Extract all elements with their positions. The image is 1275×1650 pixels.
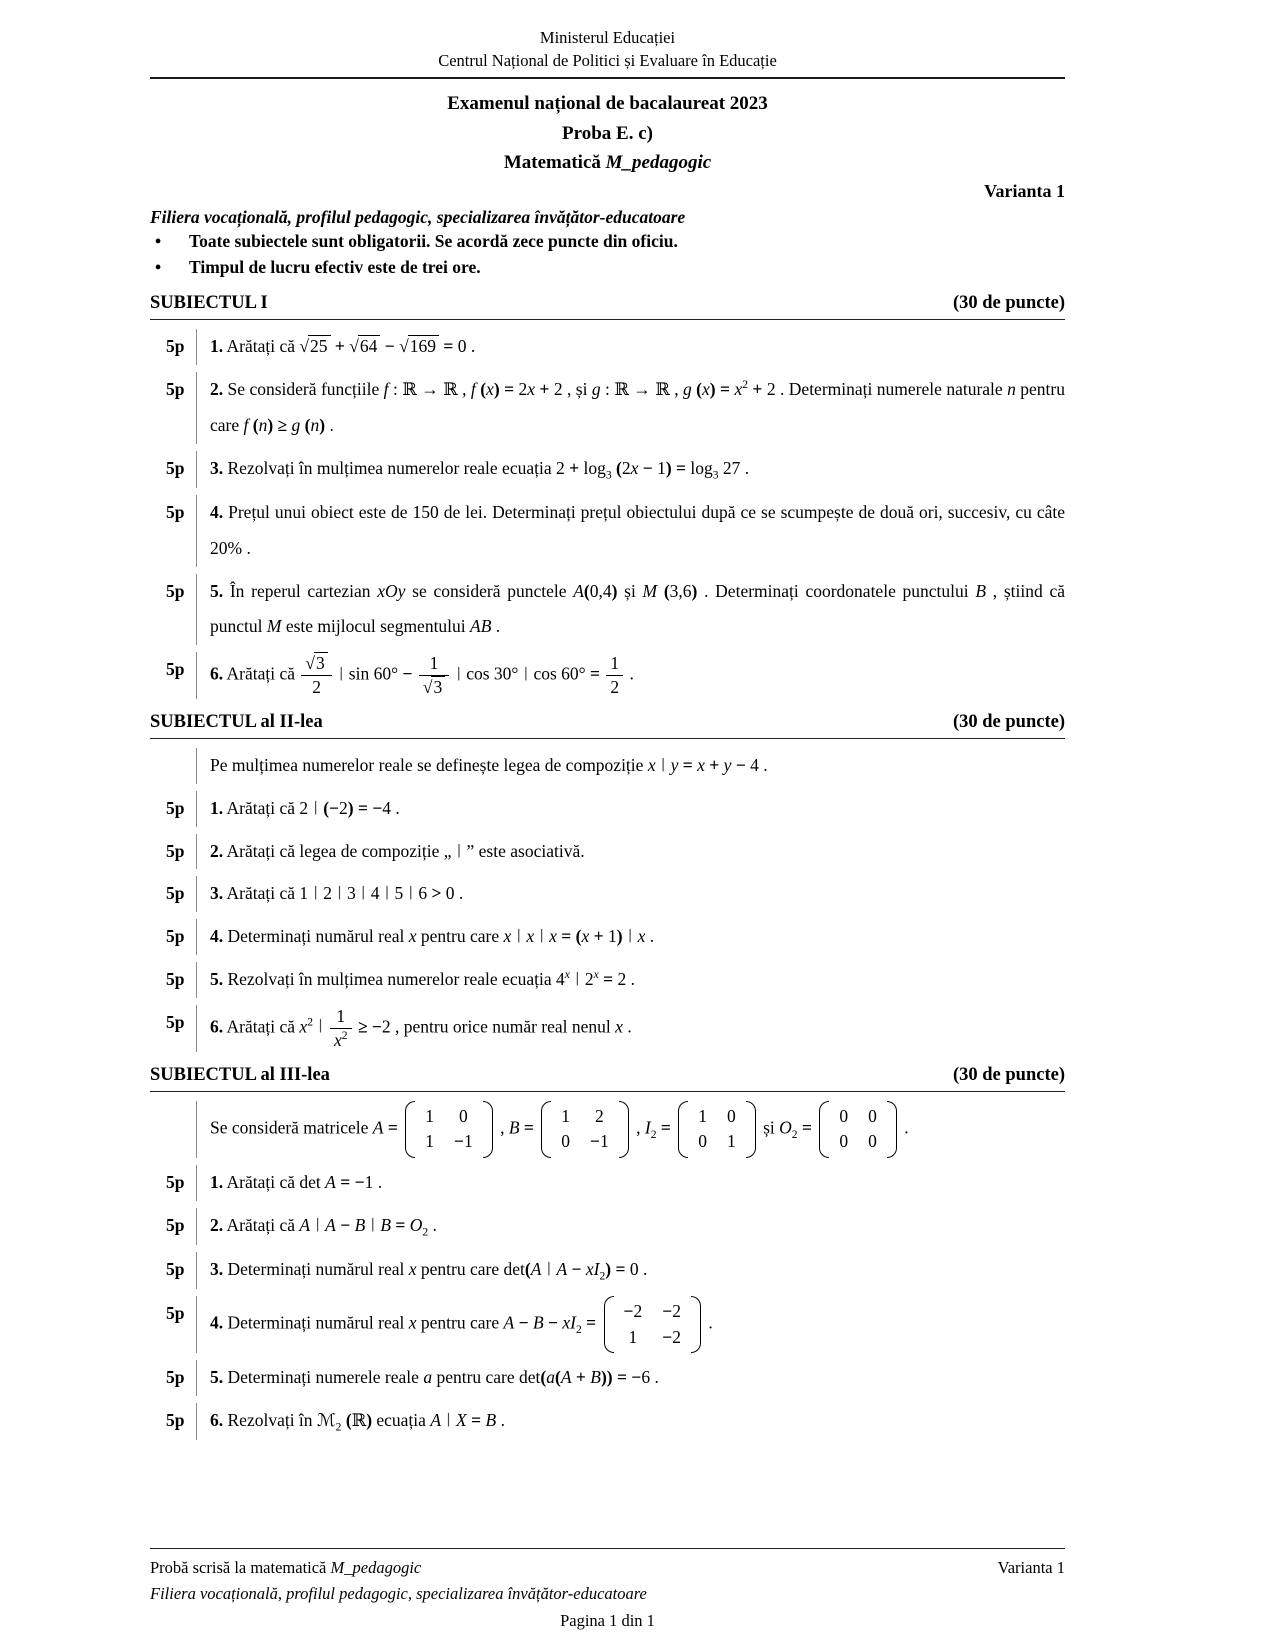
proba-title: Proba E. c) [562,122,653,144]
points-label: 5p [166,580,185,601]
points-label: 5p [166,1258,185,1279]
item-text: 2. Se consideră funcțiile f : ℝ → ℝ , f (x) = 2x + 2 , și g : ℝ → ℝ , g $(x) = x^2 + 2$ . Determinați numerele naturale n pentru care f (n) ≥ g (n) . [196,372,1065,444]
exam-item [150,962,1065,998]
exam-item [150,372,1065,444]
exam-item [150,1360,1065,1396]
instruction-bullet [150,228,1065,254]
section-heading [150,293,1065,320]
exam-item [150,919,1065,955]
section-points: (30 de puncte) [952,1064,1065,1085]
section-title: SUBIECTUL al III-lea [150,1064,330,1085]
points-label: 5p [166,883,185,904]
section-points: (30 de puncte) [952,293,1065,313]
composition-operator: ∣ [313,800,318,817]
exam-section [150,293,1065,699]
composition-operator: ∣ [539,929,544,946]
composition-operator: ∣ [337,886,342,903]
section-title: SUBIECTUL I [150,293,268,313]
item-text: 3. Arătați că 1 ∣ 2 ∣ 3 ∣ 4 ∣ 5 ∣ 6 > 0 . [196,876,1065,912]
filiera-line: Filiera vocațională, profilul pedagogic, specializarea învățător-educatoare [150,206,686,227]
fraction: $\frac{1}{2}$ [606,652,623,699]
footer-variant: Varianta 1 [997,1557,1065,1577]
subject-title [150,148,1065,177]
exam-item [150,876,1065,912]
composition-operator: ∣ [660,757,666,774]
section-title: SUBIECTUL al II-lea [150,711,323,732]
footer-left-normal: Probă scrisă la matematică [150,1557,331,1577]
item-text: 2. Arătați că A ∣ A − B ∣ $B = O_2$ . [196,1208,1065,1245]
matrix-paren-right [619,1101,629,1158]
subject-title-normal: Matematică [503,152,606,174]
title-block [150,89,1065,177]
item-text: 1. Arătați că det A = −1 . [196,1165,1065,1201]
composition-operator: ∣ [456,843,462,860]
exam-item [150,834,1065,870]
item-text: 5. În reperul cartezian xOy se consideră punctele A(0,4) și M (3,6) . Determinați coordonatele punctului B , știind că punctul M este mijlocul segmentului AB . [196,574,1065,646]
exam-section [150,1065,1065,1441]
item-text: 2. Arătați că legea de compoziție „ ∣ ” este asociativă. [196,834,1065,870]
exam-item [150,574,1065,646]
variant-label: Varianta 1 [984,180,1065,201]
item-text: 5. Determinați numerele reale a pentru care det(a(A + B)) = −6 . [196,1360,1065,1396]
square-root: √169 [399,336,439,356]
points-label [150,748,196,784]
exam-item [150,1165,1065,1201]
points-label: 5p [166,1012,185,1033]
matrix-paren-right [887,1101,897,1158]
matrix-paren-left [819,1101,829,1158]
matrix-paren-left [541,1101,551,1158]
composition-operator: ∣ [315,1217,320,1234]
header-rule [150,77,1065,79]
composition-operator: ∣ [339,666,344,683]
bullet-text: Timpul de lucru efectiv este de trei ore. [189,256,481,277]
matrix-paren-right [483,1101,493,1158]
exam-item [150,1296,1065,1353]
fraction: $\frac{√3}{2}$ [301,652,331,699]
exam-item [150,1005,1065,1052]
footer-filiera: Filiera vocațională, profilul pedagogic, specializarea învățător-educatoare [150,1584,647,1604]
matrix-paren-left [604,1296,614,1353]
points-label: 5p [166,378,185,399]
points-label: 5p [166,1367,185,1388]
points-label: 5p [166,926,185,947]
ministry-line: Ministerul Educației [539,28,676,47]
bullet-icon: • [155,256,162,277]
footer-left-italic: M_pedagogic [330,1557,422,1577]
matrix: −2 −2 1 −2 [604,1296,701,1353]
composition-operator: ∣ [575,972,580,989]
footer-rule [150,1548,1065,1549]
points-label: 5p [166,969,185,990]
points-label: 5p [166,1214,185,1235]
footer-left [150,1555,421,1581]
composition-operator: ∣ [627,929,633,946]
exam-item [150,329,1065,365]
matrix-paren-left [678,1101,688,1158]
section-points: (30 de puncte) [952,711,1065,732]
composition-operator: ∣ [523,666,529,683]
composition-operator: ∣ [446,1413,451,1430]
item-text: 4. Determinați numărul real x pentru care x ∣ x ∣ x = (x + 1) ∣ x . [196,919,1065,955]
item-text: Se consideră matricele A = 1 0 1 −1 , B = 1 2 0 −1 , $I_2$ = 1 0 0 1 și $O_2$ = 0 0 0 0 . [196,1101,1065,1158]
bullet-icon: • [155,230,162,251]
exam-item [150,1101,1065,1158]
matrix: 1 0 0 1 [678,1101,756,1158]
exam-item [150,1208,1065,1245]
item-text: 3. Determinați numărul real x pentru care det(A ∣ $A - xI_2) = 0$ . [196,1252,1065,1289]
points-label: 5p [166,1410,185,1431]
composition-operator: ∣ [361,886,366,903]
exam-item [150,451,1065,488]
bullet-text: Toate subiectele sunt obligatorii. Se acordă zece puncte din oficiu. [189,230,678,251]
points-label: 5p [166,1302,185,1323]
matrix-paren-right [746,1101,756,1158]
item-text: 3. Rezolvați în mulțimea numerelor reale ecuația $2 + \log_3 (2x - 1) = \log_3 27$ . [196,451,1065,488]
composition-operator: ∣ [384,886,390,903]
center-line: Centrul Național de Politici și Evaluare în Educație [438,51,777,71]
footer-page-number: Pagina 1 din 1 [560,1610,655,1630]
composition-operator: ∣ [546,1261,552,1278]
points-label [150,1101,196,1158]
exam-item [150,748,1065,784]
composition-operator: ∣ [370,1217,375,1234]
section-heading [150,712,1065,739]
section-heading [150,1065,1065,1092]
exam-title: Examenul național de bacalaureat 2023 [447,93,768,115]
exam-section [150,712,1065,1052]
fraction: $\frac{1}{x^2}$ [330,1005,352,1052]
page-footer [150,1548,1065,1634]
points-label: 5p [166,659,185,680]
points-label: 5p [166,840,185,861]
matrix: 0 0 0 0 [819,1101,897,1158]
points-label: 5p [166,797,185,818]
composition-operator: ∣ [408,886,413,903]
item-text: 6. Rezolvați în ℳ$_2$ (ℝ) ecuația A ∣ X = B . [196,1403,1065,1440]
item-text: 5. Rezolvați în mulțimea numerelor reale ecuația 4$^x$ ∣ 2$^x$ = 2 . [196,962,1065,998]
square-root: √3 [423,677,445,697]
points-label: 5p [166,501,185,522]
square-root: √3 [305,653,327,673]
item-text: 6. Arătați că $\frac{√3}{2}$ ∣ sin 60° − $\frac{1}{√3}$ ∣ cos 30° ∣ cos 60° = $\frac{1}{2}$ . [196,652,1065,699]
matrix: 1 2 0 −1 [541,1101,628,1158]
matrix: 1 0 1 −1 [405,1101,492,1158]
fraction: $\frac{1}{√3}$ [419,652,449,699]
composition-operator: ∣ [516,929,521,946]
matrix-paren-left [405,1101,415,1158]
points-label: 5p [166,336,185,356]
composition-operator: ∣ [313,886,318,903]
matrix-paren-right [691,1296,701,1353]
square-root: √25 [299,336,330,356]
square-root: √64 [349,336,380,356]
sections [150,280,1065,1447]
item-text: 6. Arătați că $x^2$ ∣ $\frac{1}{x^2}$ ≥ −2 , pentru orice număr real nenul x . [196,1005,1065,1052]
item-text: 1. Arătați că √25 + √64 − √169 = 0 . [196,329,1065,365]
exam-item [150,1403,1065,1440]
points-label: 5p [166,1171,185,1192]
exam-item [150,652,1065,699]
item-text: 4. Determinați numărul real x pentru care $A - B - xI_2$ = −2 −2 1 −2 . [196,1296,1065,1353]
subject-title-italic: M_pedagogic [605,152,712,174]
composition-operator: ∣ [456,666,461,683]
item-text: Pe mulțimea numerelor reale se definește legea de compoziție x ∣ y = x + y − 4 . [196,748,1065,784]
composition-operator: ∣ [318,1019,323,1036]
points-label: 5p [166,457,185,478]
exam-item [150,791,1065,827]
instruction-bullets [150,228,1065,281]
exam-item [150,495,1065,567]
item-text: 1. Arătați că 2 ∣ (−2) = −4 . [196,791,1065,827]
page-header [150,26,1065,72]
item-text: 4. Prețul unui obiect este de 150 de lei. Determinați prețul obiectului după ce se scumpește de două ori, succesiv, cu câte 20% . [196,495,1065,567]
instruction-bullet [150,254,1065,280]
exam-item [150,1252,1065,1289]
